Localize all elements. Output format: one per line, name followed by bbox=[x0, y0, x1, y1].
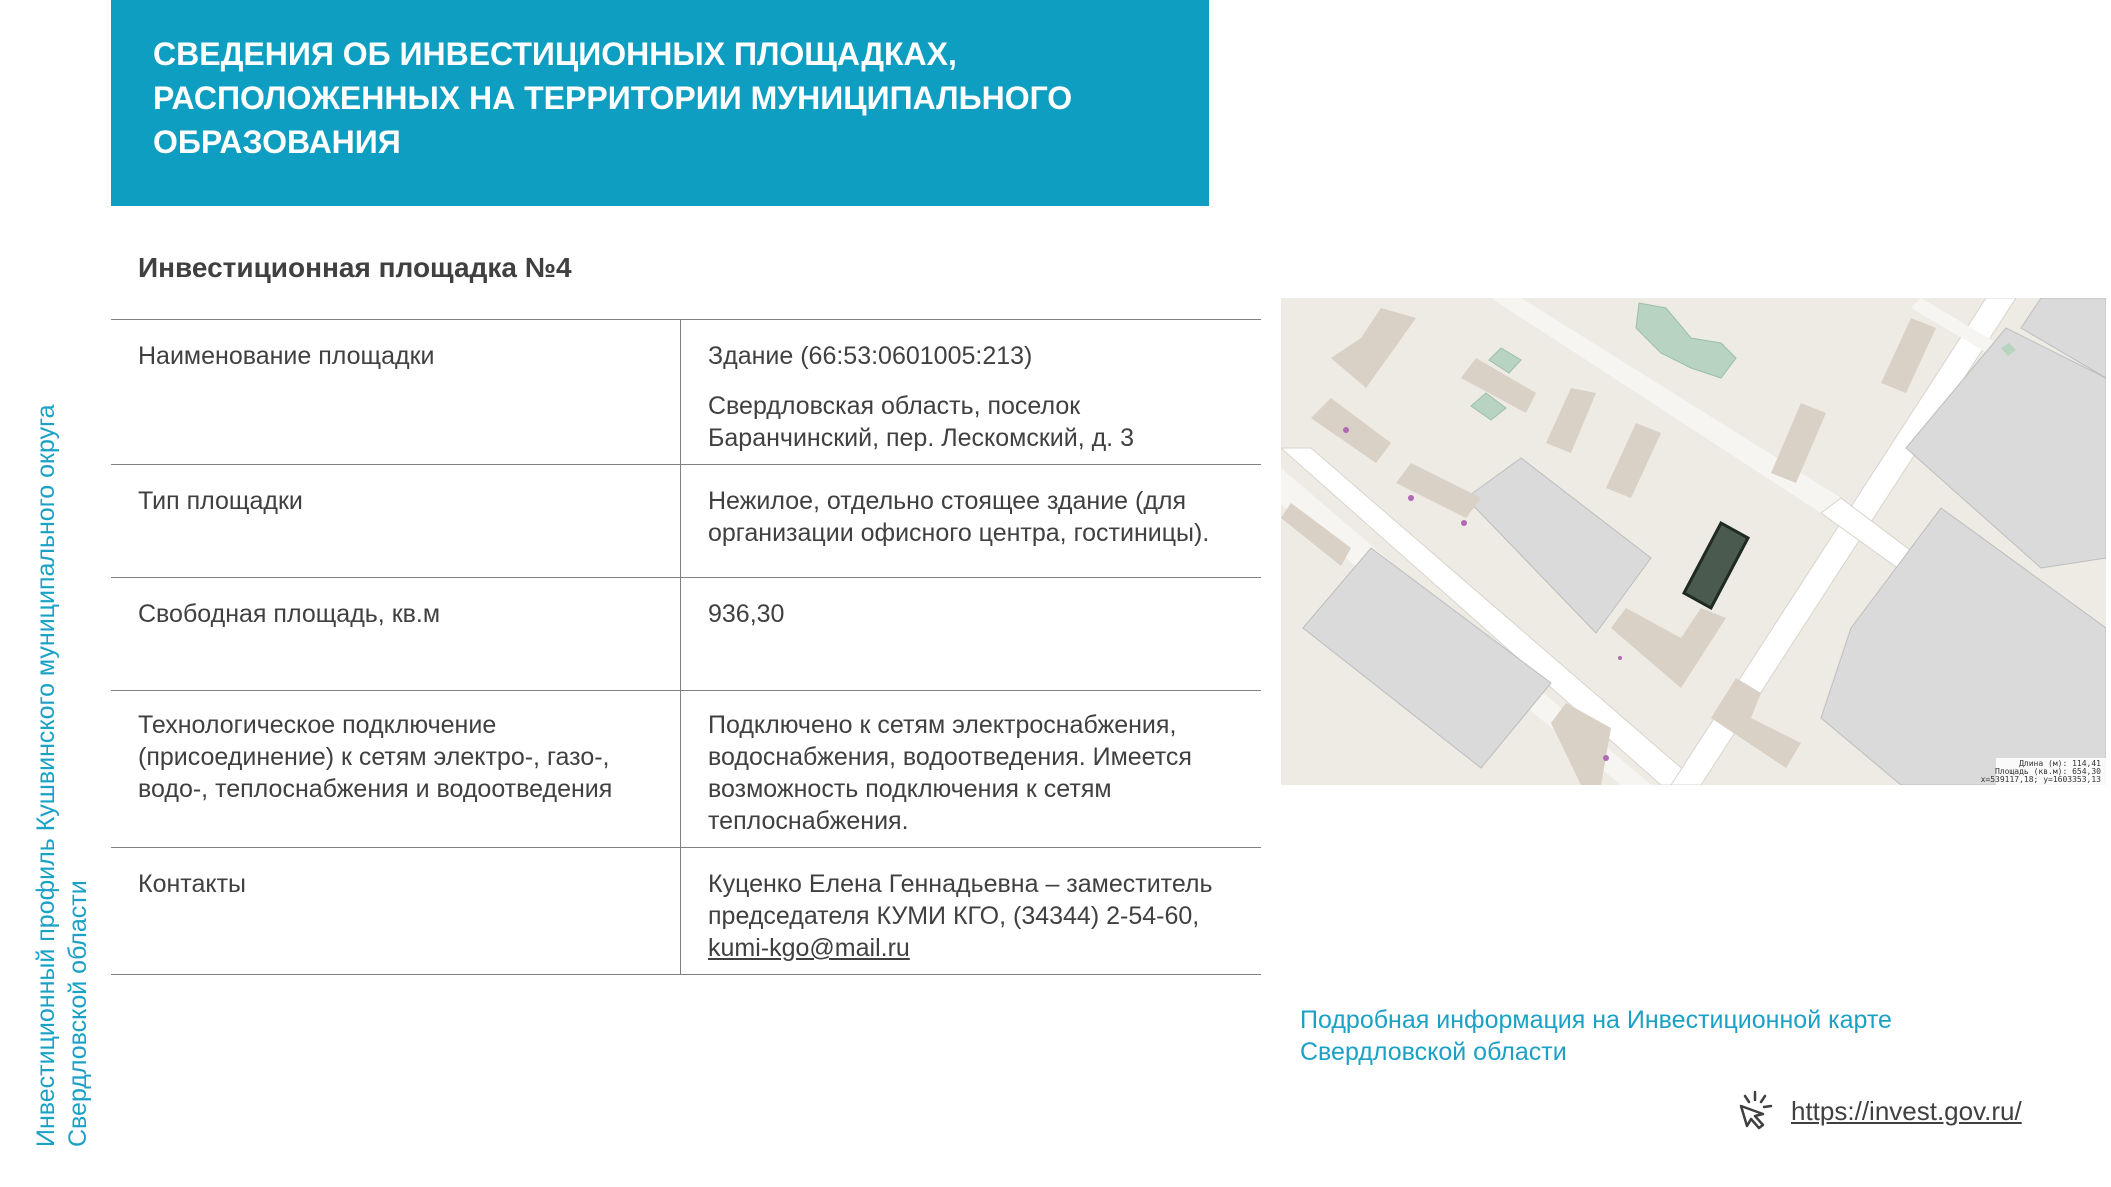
header-banner bbox=[111, 0, 1209, 206]
invest-gov-link[interactable]: https://invest.gov.ru/ bbox=[1791, 1096, 2022, 1126]
row-value: Подключено к сетям электроснабжения, водоснабжения, водоотведения. Имеется возможность подключения к сетям теплоснабжения. bbox=[681, 691, 1262, 848]
map-area: Площадь (кв.м): 654,30 bbox=[1995, 767, 2101, 776]
row-value: Нежилое, отдельно стоящее здание (для организации офисного центра, гостиницы). bbox=[681, 465, 1262, 578]
address: Свердловская область, поселок Баранчинский, пер. Лескомский, д. 3 bbox=[708, 392, 1134, 452]
page-title: СВЕДЕНИЯ ОБ ИНВЕСТИЦИОННЫХ ПЛОЩАДКАХ, РАСПОЛОЖЕННЫХ НА ТЕРРИТОРИИ МУНИЦИПАЛЬНОГО ОБРАЗОВАНИЯ bbox=[153, 36, 1073, 160]
map-poi-icon bbox=[1408, 495, 1414, 501]
table-row bbox=[111, 320, 1261, 465]
row-label: Наименование площадки bbox=[111, 320, 681, 465]
table-row bbox=[111, 578, 1261, 691]
map-poi-icon bbox=[1618, 656, 1622, 660]
more-info-text: Подробная информация на Инвестиционной карте Свердловской области bbox=[1300, 1006, 1892, 1066]
contact-text: Куценко Елена Геннадьевна – заместитель председателя КУМИ КГО, (34344) 2-54-60, bbox=[708, 870, 1213, 930]
row-value bbox=[681, 320, 1262, 465]
row-label: Технологическое подключение (присоединение) к сетям электро-, газо-, водо-, теплоснабжения и водоотведения bbox=[111, 691, 681, 848]
table-row bbox=[111, 465, 1261, 578]
site-info-table bbox=[111, 319, 1261, 975]
map-coords: x=539117,18; y=1603353,13 bbox=[1980, 775, 2101, 784]
row-value: 936,30 bbox=[681, 578, 1262, 691]
cursor-click-icon bbox=[1735, 1088, 1779, 1135]
map-poi-icon bbox=[1603, 755, 1609, 761]
row-label: Свободная площадь, кв.м bbox=[111, 578, 681, 691]
row-label: Контакты bbox=[111, 848, 681, 975]
email-link[interactable]: kumi-kgo@mail.ru bbox=[708, 934, 910, 962]
map-poi-icon bbox=[1461, 520, 1467, 526]
map-length: Длина (м): 114,41 bbox=[2019, 759, 2101, 768]
row-value bbox=[681, 848, 1262, 975]
invest-link-row[interactable] bbox=[1735, 1088, 2022, 1135]
cadastral-name: Здание (66:53:0601005:213) bbox=[708, 342, 1033, 370]
site-map[interactable] bbox=[1281, 298, 2106, 785]
table-row bbox=[111, 691, 1261, 848]
side-caption: Инвестиционный профиль Кушвинского муниципального округа Свердловской области bbox=[32, 404, 92, 1147]
table-row bbox=[111, 848, 1261, 975]
site-title: Инвестиционная площадка №4 bbox=[138, 252, 572, 283]
map-canvas bbox=[1281, 298, 2106, 785]
map-poi-icon bbox=[1343, 427, 1349, 433]
row-label: Тип площадки bbox=[111, 465, 681, 578]
